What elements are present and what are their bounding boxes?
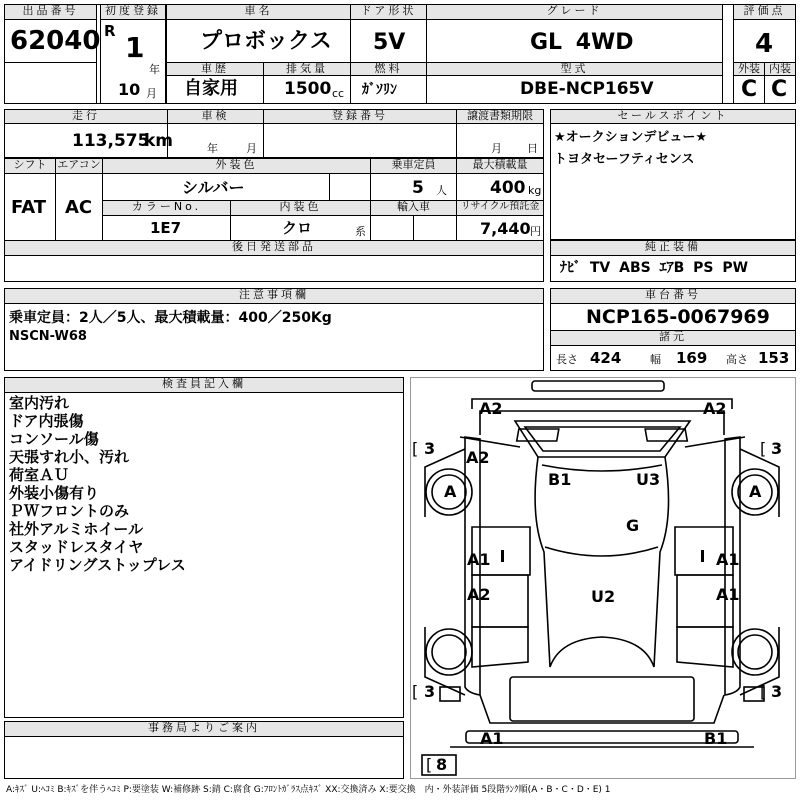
inspector-item: スタッドレスタイヤ: [9, 538, 144, 556]
equipment-header: 純正装備: [550, 240, 796, 256]
inspection-month-unit: 月: [246, 142, 257, 155]
notes-header: 注意事項欄: [4, 288, 544, 304]
damage-u2-roof: U2: [591, 587, 616, 606]
model-code: DBE-NCP165V: [520, 79, 654, 99]
bracket-tl: [: [412, 439, 419, 458]
equipment: ﾅﾋﾞ TV ABS ｴｱB PS PW: [560, 260, 749, 276]
door-type: 5V: [373, 30, 406, 55]
cc-unit: cc: [332, 87, 345, 100]
inspector-item: 社外アルミホイール: [9, 520, 144, 538]
small-mark-left: [501, 550, 504, 562]
inspector-item: ドア内張傷: [9, 412, 84, 430]
displacement: 1500: [284, 79, 332, 99]
damage-b1-bottom-right: B1: [704, 729, 728, 748]
max-load-header: 最大積載量: [456, 158, 544, 174]
length: 424: [590, 349, 622, 367]
damage-a1-right-front: A1: [716, 550, 740, 569]
later-parts-cell: [4, 255, 544, 282]
chassis-header: 車台番号: [550, 288, 796, 304]
capacity-unit: 人: [436, 184, 447, 197]
registration-year: 1: [125, 31, 145, 64]
sales-point-header: セールスポイント: [550, 109, 796, 124]
windshield-inner: [525, 427, 680, 451]
damage-a1-bottom-left: A1: [480, 729, 504, 748]
panel-count-bottom-left: 3: [424, 682, 436, 701]
left-mirror: [460, 437, 520, 447]
interior-grade-header: 内装: [764, 62, 796, 76]
bracket-tr: [: [760, 439, 767, 458]
car-diagram: [410, 377, 796, 779]
score-header: 評価点: [733, 4, 796, 20]
era: R: [104, 22, 116, 40]
damage-u3-roof: U3: [636, 470, 661, 489]
interior-color-kei: 系: [355, 225, 366, 238]
score: 4: [755, 29, 774, 59]
sales-point-2: トヨタセーフティセンス: [554, 152, 695, 167]
max-load: 400: [490, 178, 526, 198]
import-header: 輸入車: [370, 200, 457, 216]
shift-header: シフト: [4, 158, 56, 174]
mileage: 113,575: [72, 131, 150, 151]
capacity: 5: [412, 178, 424, 198]
height: 153: [758, 349, 790, 367]
exterior-color-header: 外装色: [102, 158, 371, 174]
grade: GL 4WD: [530, 30, 634, 55]
width: 169: [676, 349, 708, 367]
small-mark-right: [701, 550, 704, 562]
width-label: 幅: [650, 353, 661, 366]
inspector-item: 荷室ＡＵ: [9, 466, 70, 484]
lot-blank-cell: [4, 62, 97, 104]
registration-no-header: 登録番号: [263, 109, 457, 124]
color-no-header: カラーNo.: [102, 200, 231, 216]
exterior-color-cell-extra: [329, 173, 371, 201]
dimensions-header: 諸元: [550, 330, 796, 346]
interior-grade: C: [771, 77, 788, 102]
lot-number-header: 出品番号: [4, 4, 97, 20]
chassis-number: NCP165-0067969: [586, 306, 770, 328]
front-bumper: [532, 381, 664, 391]
lot-number: 62040: [10, 26, 101, 56]
wheel-rear-right-inner: [738, 635, 772, 669]
inspector-item: ＰＷフロントのみ: [9, 502, 130, 520]
registration-month: 10: [118, 80, 141, 99]
panel-count-bottom-right: 3: [771, 682, 783, 701]
damage-legend: A:ｷｽﾞ U:ﾍｺﾐ B:ｷｽﾞを伴うﾍｺﾐ P:要塗装 W:補修跡 S:錆 C:腐食 G:ﾌﾛﾝﾄｶﾞﾗｽ点ｷｽﾞ XX:交換済み X:要交換 内・外装評価 5段階ﾗﾝｸ順(A・B・C・D・E) 1: [6, 785, 611, 795]
exterior-color: シルバー: [182, 178, 245, 197]
transfer-day-unit: 日: [527, 142, 538, 155]
registration-no-cell: [263, 123, 457, 158]
inspector-item: 外装小傷有り: [9, 484, 100, 502]
year-unit: 年: [149, 63, 160, 76]
panel-count-top-right: 3: [771, 439, 783, 458]
damage-a2-left: A2: [466, 448, 490, 467]
inspection-header: 車検: [167, 109, 264, 124]
inspector-item: 室内汚れ: [9, 394, 70, 412]
panel-count-bottom: 8: [436, 755, 448, 774]
damage-a1-left-front: A1: [467, 550, 491, 569]
length-label: 長さ: [556, 353, 578, 366]
office-header: 事務局よりご案内: [4, 721, 404, 737]
grade-header: グレード: [426, 4, 723, 20]
fuel: ｶﾞｿﾘﾝ: [362, 82, 397, 98]
rear-hatch: [510, 677, 694, 721]
wheel-rear-right: [732, 629, 778, 675]
color-no: 1E7: [150, 219, 182, 237]
inspector-item: コンソール傷: [9, 430, 99, 448]
damage-b1-roof: B1: [548, 470, 572, 489]
door-type-header: ドア形状: [350, 4, 427, 20]
mileage-header: 走行: [4, 109, 168, 124]
interior-color: クロ: [282, 219, 313, 237]
damage-a2-left-rear: A2: [467, 585, 491, 604]
inspection-year-unit: 年: [207, 142, 218, 155]
month-unit: 月: [146, 87, 157, 100]
transfer-month-unit: 月: [491, 142, 502, 155]
damage-wheel-front-left: A: [444, 482, 457, 501]
sales-point-1: ★オークションデビュー★: [554, 130, 708, 145]
damage-a1-right-rear: A1: [716, 585, 740, 604]
exterior-grade: C: [741, 77, 758, 102]
inspector-header: 検査員記入欄: [4, 377, 404, 393]
ac-header: エアコン: [55, 158, 103, 174]
damage-wheel-front-right: A: [749, 482, 762, 501]
transfer-deadline-header: 譲渡書類期限: [456, 109, 544, 124]
damage-a2-top-right: A2: [703, 399, 727, 418]
notes-line-1: 乗車定員：2人／5人、最大積載量：400／250Kg: [9, 310, 332, 326]
rear-bumper: [466, 731, 738, 743]
panel-count-top-left: 3: [424, 439, 436, 458]
office-cell: [4, 736, 404, 779]
wheel-rear-left-inner: [432, 635, 466, 669]
shift: FAT: [11, 197, 47, 218]
history: 自家用: [184, 78, 238, 99]
import-cell-2: [413, 215, 457, 241]
bracket-bottom: [: [426, 755, 433, 774]
car-name-header: 車名: [166, 4, 351, 20]
recycle-fee: 7,440: [480, 219, 531, 238]
capacity-header: 乗車定員: [370, 158, 457, 174]
damage-g-roof: G: [626, 516, 640, 535]
history-header: 車歴: [166, 62, 264, 76]
right-mirror: [685, 437, 745, 447]
displacement-header: 排気量: [263, 62, 351, 76]
notes-line-2: NSCN-W68: [9, 329, 87, 344]
model-header: 型式: [426, 62, 723, 76]
import-cell: [370, 215, 414, 241]
roof-curve: [545, 547, 658, 556]
front-outline: [472, 399, 732, 409]
car-name: プロボックス: [200, 29, 332, 54]
height-label: 高さ: [726, 353, 748, 366]
ac: AC: [65, 197, 93, 218]
bracket-bl: [: [412, 682, 419, 701]
max-load-unit: kg: [528, 184, 542, 197]
recycle-unit: 円: [530, 225, 541, 238]
interior-color-header: 内装色: [230, 200, 371, 216]
mileage-unit: km: [144, 131, 174, 151]
fuel-header: 燃料: [350, 62, 427, 76]
recycle-header: リサイクル預託金: [456, 200, 544, 216]
damage-a2-top-left: A2: [479, 399, 503, 418]
inspector-item: アイドリングストップレス: [9, 556, 186, 574]
inspector-item: 天張すれ小、汚れ: [9, 448, 130, 466]
later-parts-header: 後日発送部品: [4, 240, 544, 256]
rear-outline: [480, 695, 724, 723]
first-registration-header: 初度登録: [100, 4, 166, 20]
bracket-br: [: [760, 682, 767, 701]
inspector-list: [9, 394, 186, 574]
exterior-grade-header: 外装: [733, 62, 765, 76]
